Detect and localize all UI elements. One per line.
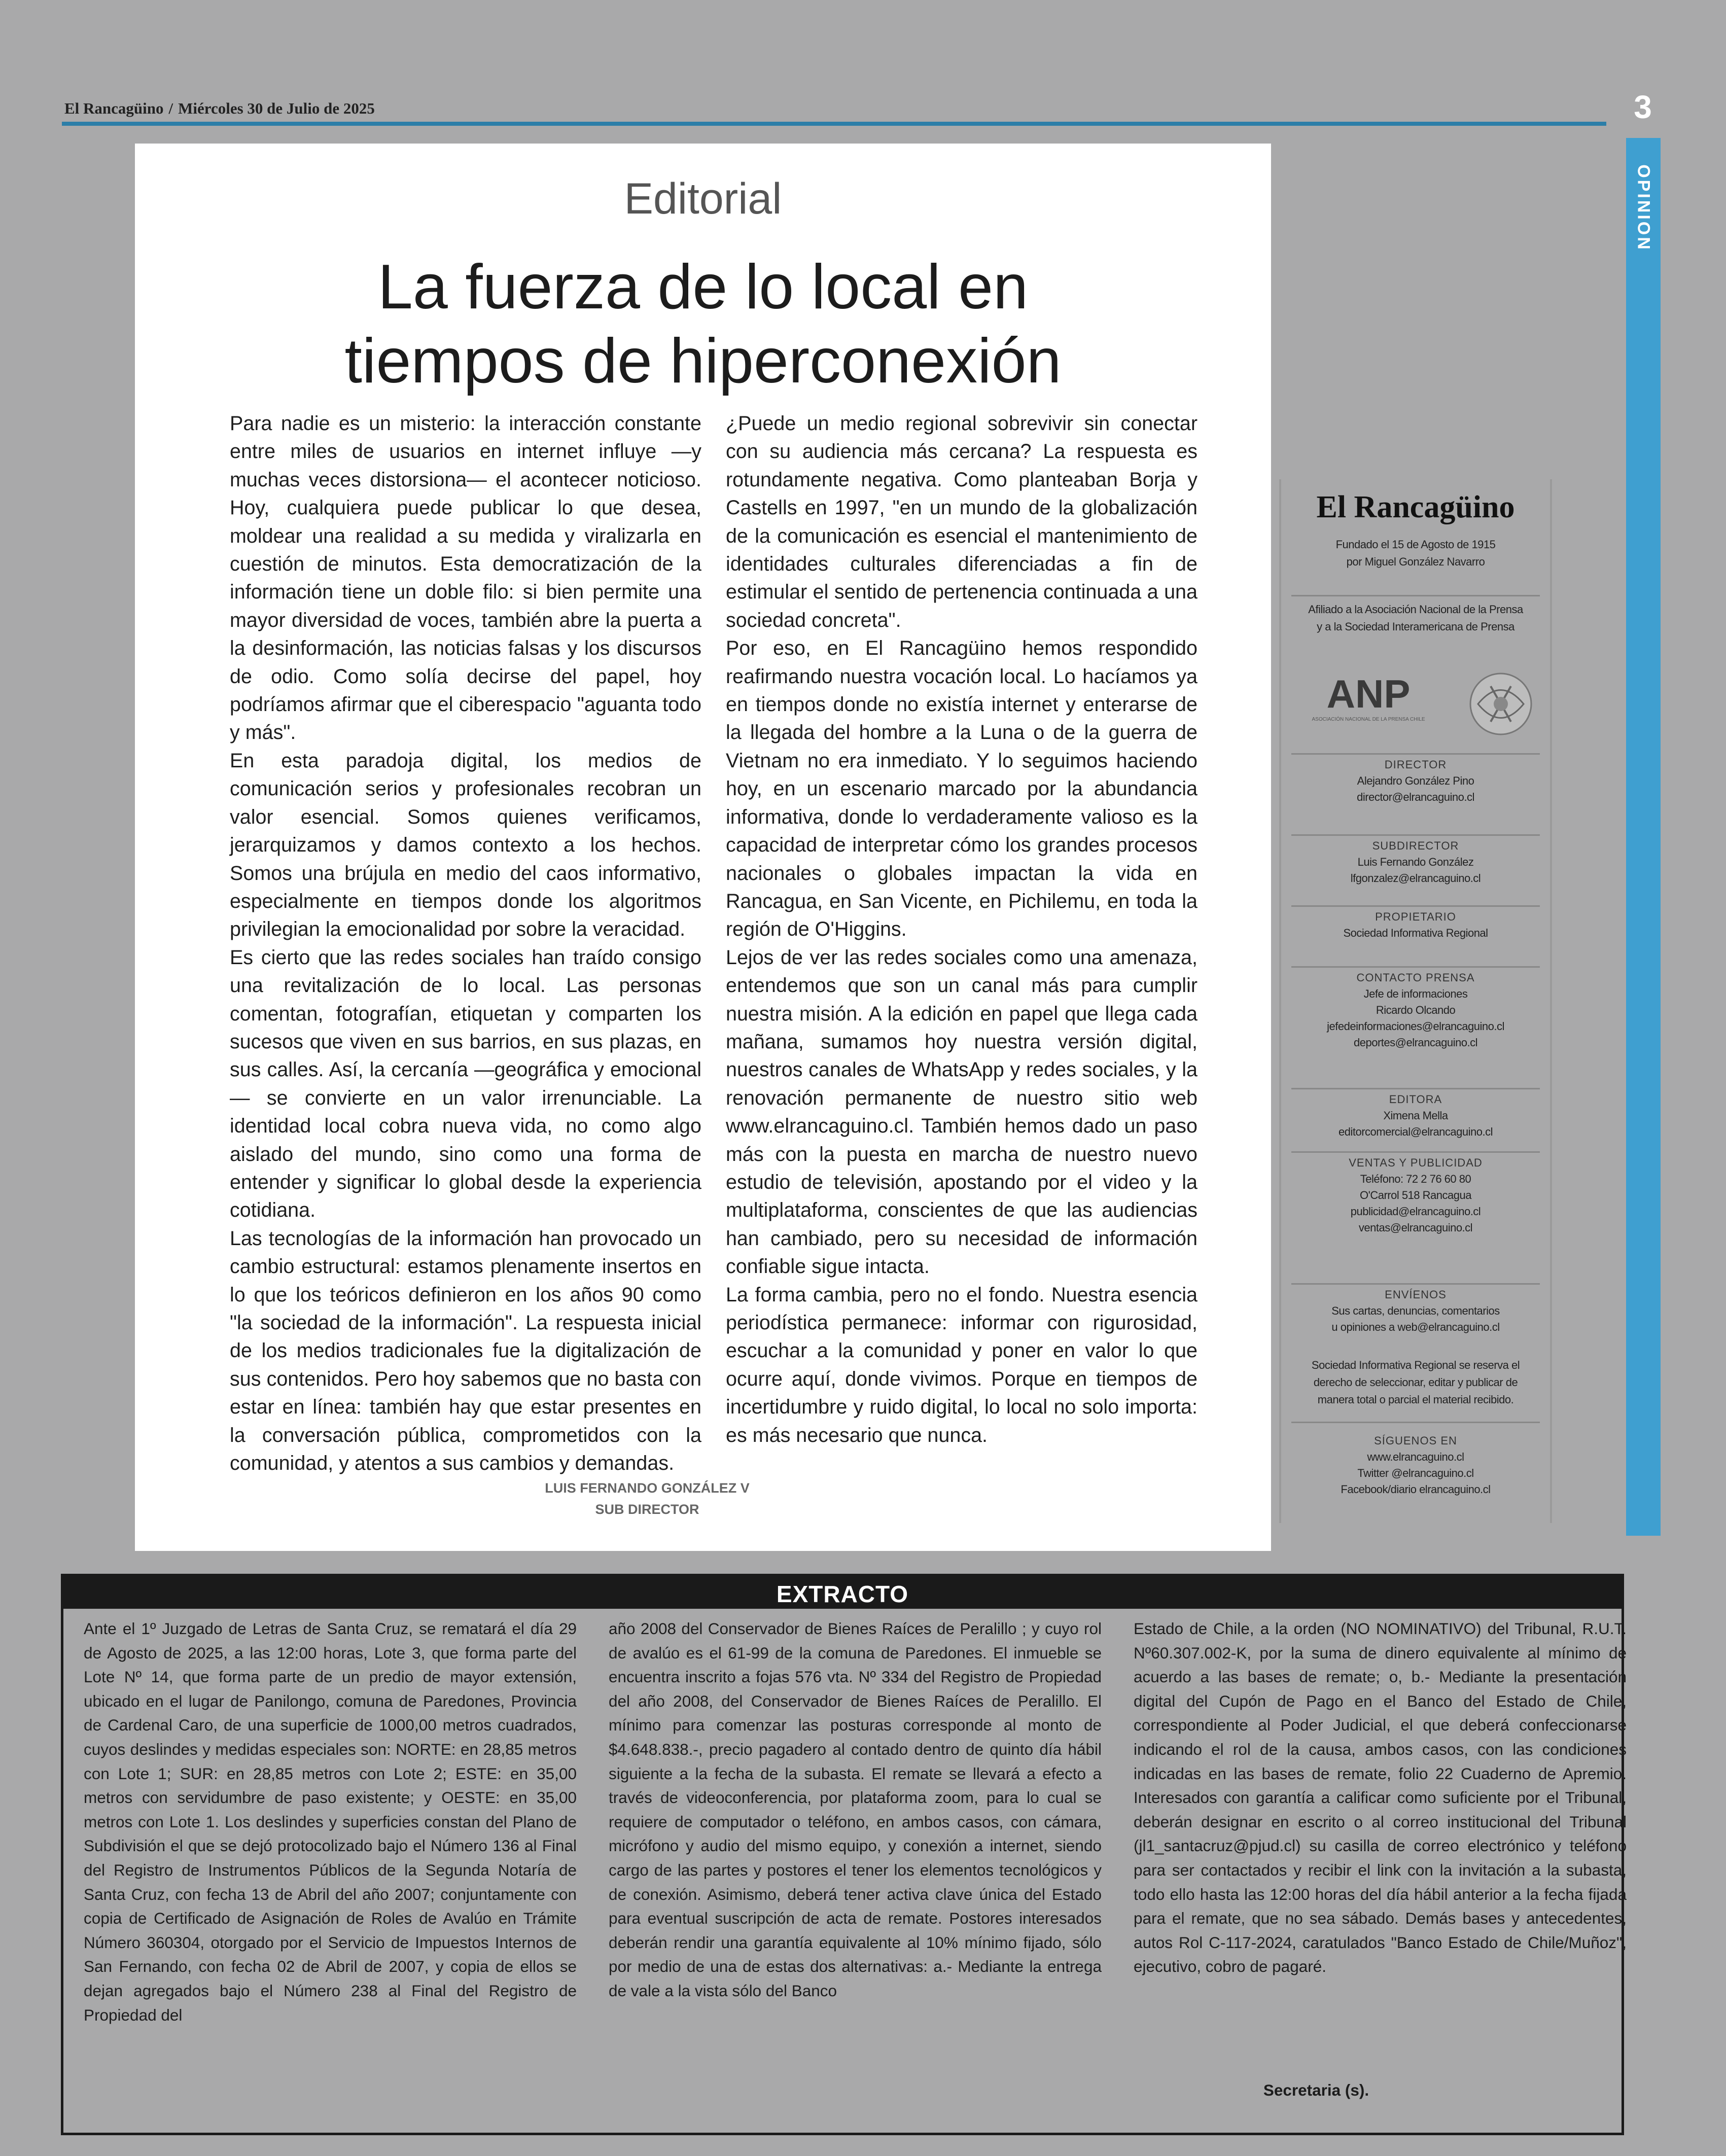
block-line: u opiniones a web@elrancaguino.cl bbox=[1331, 1321, 1500, 1333]
paragraph: Por eso, en El Rancagüino hemos respondido reafirmando nuestra vocación local. Lo hacíamos ya en tiempos donde no existía internet y enterarse de la llegada del hombre a la Luna o de la guerra de Vietnam no era inmediato. Y lo seguimos haciendo hoy, en un escenario marcado por la abundancia informativa, donde lo verdaderamente valioso es la capacidad de interpretar cómo los grandes procesos nacionales o globales impactan la vida en Rancagua, en San Vicente, en Pichilemu, en toda la región de O'Higgins. bbox=[726, 637, 1197, 941]
divider bbox=[1291, 1422, 1540, 1423]
block-title: SUBDIRECTOR bbox=[1291, 834, 1540, 854]
block-line: Sus cartas, denuncias, comentarios bbox=[1331, 1304, 1500, 1317]
editorial-byline bbox=[490, 1477, 804, 1520]
paragraph: Para nadie es un misterio: la interacción constante entre miles de usuarios en internet influye —y muchas veces distorsiona— el acontecer noticioso. Hoy, cualquiera puede publicar lo que desea, moldear una realidad a su medida y viralizarla en cuestión de minutos. Esta democratización de la información tiene un doble filo: si bien permite una mayor diversidad de voces, también abre la puerta a la desinformación, las noticias falsas y los discursos de odio. Como solía decirse del papel, hoy podríamos afirmar que el ciberespacio "aguanta todo y más". bbox=[230, 412, 701, 744]
block-line: Ximena Mella bbox=[1383, 1109, 1448, 1122]
website-link: www.elrancaguino.cl bbox=[1367, 1451, 1464, 1463]
masthead-owner bbox=[1291, 905, 1540, 941]
facebook-handle: Facebook/diario elrancaguino.cl bbox=[1341, 1483, 1491, 1496]
block-title: DIRECTOR bbox=[1291, 753, 1540, 773]
notice-title: EXTRACTO bbox=[776, 1581, 909, 1607]
legal-notice bbox=[61, 1574, 1627, 2135]
header-rule bbox=[62, 122, 1606, 126]
paragraph: Las tecnologías de la información han provocado un cambio estructural: estamos plenamente insertos en lo que los teóricos definieron en los años 90 como "la sociedad de la información". La respuesta inicial de los medios tradicionales fue la digitalización de sus contenidos. Pero hoy sabemos que no basta con estar en línea: también hay que estar presentes en la conversación pública, comprometidos con la comunidad, y atentos a sus cambios y demandas. bbox=[230, 1227, 701, 1475]
founded-line: Fundado el 15 de Agosto de 1915 bbox=[1335, 538, 1496, 551]
anp-logo bbox=[1312, 666, 1425, 742]
block-line: Jefe de informaciones bbox=[1363, 987, 1468, 1000]
masthead-reserve-note: Sociedad Informativa Regional se reserva el derecho de seleccionar, editar y publicar de manera total o parcial el material recibido. bbox=[1311, 1359, 1520, 1406]
masthead-affiliation bbox=[1281, 601, 1550, 635]
masthead-editor bbox=[1291, 1088, 1540, 1140]
divider bbox=[1291, 595, 1540, 596]
paragraph: ¿Puede un medio regional sobrevivir sin conectar con su audiencia más cercana? La respuesta es rotundamente negativa. Como planteaban Borja y Castells en 1997, "en un mundo de la globalización de la comunicación es esencial el mantenimiento de identidades culturales diferenciadas a fin de estimular el sentido de pertenencia continuada a una sociedad concreta". bbox=[726, 412, 1197, 631]
editorial-kicker: Editorial bbox=[624, 174, 782, 223]
masthead-contact bbox=[1291, 966, 1540, 1051]
editorial-column-2 bbox=[726, 410, 1197, 1450]
masthead-follow bbox=[1291, 1431, 1540, 1498]
masthead-sales bbox=[1291, 1151, 1540, 1236]
affiliation-line: Afiliado a la Asociación Nacional de la Prensa bbox=[1308, 603, 1523, 616]
block-line: Ricardo Olcando bbox=[1376, 1004, 1456, 1016]
block-title: SÍGUENOS EN bbox=[1374, 1434, 1457, 1447]
sales-email: publicidad@elrancaguino.cl bbox=[1350, 1205, 1481, 1218]
masthead bbox=[1279, 479, 1552, 1523]
notice-signature: Secretaria (s). bbox=[1263, 2081, 1369, 2099]
issue-date: Miércoles 30 de Julio de 2025 bbox=[178, 99, 375, 117]
contact-email: jefedeinformaciones@elrancaguino.cl bbox=[1327, 1020, 1504, 1033]
block-line: Alejandro González Pino bbox=[1357, 774, 1474, 787]
twitter-handle: Twitter @elrancaguino.cl bbox=[1357, 1467, 1474, 1479]
section-label bbox=[1626, 152, 1661, 264]
block-title: CONTACTO PRENSA bbox=[1291, 966, 1540, 986]
sports-email: deportes@elrancaguino.cl bbox=[1354, 1036, 1477, 1049]
author-role: SUB DIRECTOR bbox=[595, 1502, 699, 1517]
anp-logo-letters: ANP bbox=[1326, 671, 1411, 716]
editorial-column-1 bbox=[230, 410, 701, 1477]
block-title: VENTAS Y PUBLICIDAD bbox=[1291, 1151, 1540, 1171]
subdirector-email: lfgonzalez@elrancaguino.cl bbox=[1350, 872, 1481, 885]
notice-column-1 bbox=[84, 1617, 577, 2027]
paragraph: En esta paradoja digital, los medios de comunicación serios y profesionales recobran un valor esencial. Somos quienes verificamos, jerarquizamos y damos contexto a los hechos. Somos una brújula en medio del caos informativo, especialmente en tiempos donde los algoritmos privilegian la emocionalidad por sobre la veracidad. bbox=[230, 749, 701, 941]
paragraph: Es cierto que las redes sociales han traído consigo una revitalización de lo local. Las personas comentan, fotografían, etiquetan y comparten los sucesos que viven en sus barrios, en sus plazas, en sus calles. Así, la cercanía —geográfica y emocional— se convierte en un valor irrenunciable. La identidad local cobra nueva vida, no como algo aislado del mundo, sino como una forma de entender y significar lo global desde la experiencia cotidiana. bbox=[230, 946, 701, 1222]
sip-logo bbox=[1463, 666, 1539, 742]
masthead-director bbox=[1291, 753, 1540, 805]
editorial-article bbox=[135, 144, 1271, 1551]
folio-separator: / bbox=[168, 99, 173, 117]
page-number: 3 bbox=[1634, 89, 1652, 125]
paragraph: Ante el 1º Juzgado de Letras de Santa Cruz, se rematará el día 29 de Agosto de 2025, a las 12:00 horas, Lote 3, que forma parte del Lote Nº 14, que forma parte de un predio de mayor extensión, ubicado en el lugar de Panilongo, comuna de Paredones, Provincia de Cardenal Caro, de una superficie de 1000,00 metros cuadrados, cuyos deslindes y medidas especiales son: NORTE: en 28,85 metros con Lote 1; SUR: en 28,85 metros con Lote 2; ESTE: en 35,00 metros con servidumbre de paso existente; y OESTE: en 35,00 metros con Lote 1. Los deslindes y superficies constan del Plano de Subdivisión el que se dejó protocolizado bajo el Número 136 al Final del Registro de Instrumentos Públicos de la Segunda Notaría de Santa Cruz, con fecha 13 de Abril del año 2007; conjuntamente con copia de Certificado de Asignación de Roles de Avalúo en Trámite Número 360304, otorgado por el Servicio de Impuestos Internos de San Fernando, con fecha 02 de Abril de 2007, y copia de ellos se dejan agregados bajo el Número 238 al Final del Registro de Propiedad del bbox=[84, 1619, 577, 2024]
block-title: ENVÍENOS bbox=[1291, 1283, 1540, 1303]
paragraph: Estado de Chile, a la orden (NO NOMINATIVO) del Tribunal, R.U.T. Nº60.307.002-K, por la suma de dinero equivalente al mínimo de acuerdo a las bases de remate; o, b.- Mediante la presentación digital del Cupón de Pago en el Banco del Estado de Chile, correspondiente al Poder Judicial, el que deberá confeccionarse indicando el rol de la causa, ambos casos, con las condiciones indicadas en las bases de remate, folio 22 Cuaderno de Apremio. Interesados con garantía a calificar como suficiente por el Tribunal, deberán designar en escrito o al correo institucional del Tribunal (jl1_santacruz@pjud.cl) su casilla de correo electrónico y teléfono para ser contactados y recibir el link con la invitación a la subasta, todo ello hasta las 12:00 horas del día hábil anterior a la fecha fijada para el remate, que no sea sábado. Demás bases y antecedentes, autos Rol C-117-2024, caratulados "Banco Estado de Chile/Muñoz", ejecutivo, cobro de pagaré. bbox=[1134, 1619, 1627, 1976]
block-line: Sociedad Informativa Regional bbox=[1343, 927, 1488, 939]
notice-column-3 bbox=[1134, 1617, 1627, 1979]
paper-name: El Rancagüino bbox=[64, 99, 164, 117]
block-line: Teléfono: 72 2 76 60 80 bbox=[1360, 1173, 1471, 1185]
block-title: EDITORA bbox=[1291, 1088, 1540, 1108]
section-tab bbox=[1626, 138, 1661, 1536]
director-email: director@elrancaguino.cl bbox=[1357, 791, 1474, 803]
masthead-send bbox=[1291, 1283, 1540, 1335]
affiliation-line: y a la Sociedad Interamericana de Prensa bbox=[1317, 620, 1514, 633]
paragraph: La forma cambia, pero no el fondo. Nuestra esencia periodística permanece: informar con rigurosidad, escuchar a la comunidad y poner en valor lo que ocurre aquí, donde vivimos. Porque en tiempos de incertidumbre y ruido digital, lo local no solo importa: es más necesario que nunca. bbox=[726, 1283, 1197, 1446]
masthead-subdirector bbox=[1291, 834, 1540, 887]
page-folio bbox=[64, 99, 375, 118]
author-name: LUIS FERNANDO GONZÁLEZ V bbox=[545, 1480, 750, 1496]
paragraph: año 2008 del Conservador de Bienes Raíces de Peralillo ; y cuyo rol de avalúo es el 61-99 de la comuna de Paredones. El inmueble se encuentra inscrito a fojas 576 vta. Nº 334 del Registro de Propiedad del año 2008, del Conservador de Bienes Raíces de Peralillo. El mínimo para comenzar las posturas corresponde al monto de $4.648.838.-, precio pagadero al contado dentro de quinto día hábil siguiente a la fecha de la subasta. El remate se llevará a efecto a través de videoconferencia, por plataforma zoom, para lo cual se requiere de computador o teléfono, en ambos casos, con cámara, micrófono y audio del mismo equipo, y conexión a internet, siendo cargo de las partes y postores el tener los elementos tecnológicos y de conexión. Asimismo, deberá tener activa clave única del Estado para eventual suscripción de acta de remate. Postores interesados deberán rendir una garantía equivalente al 10% mínimo fijado, sólo por medio de una de estas dos alternativas: a.- Mediante la entrega de vale a la vista sólo del Banco bbox=[609, 1619, 1102, 2000]
notice-column-2 bbox=[609, 1617, 1102, 2003]
masthead-founded bbox=[1281, 536, 1550, 571]
editorial-headline: La fuerza de lo local en tiempos de hiperconexión bbox=[344, 252, 1062, 396]
masthead-name: El Rancagüino bbox=[1316, 490, 1515, 524]
paragraph: Lejos de ver las redes sociales como una amenaza, entendemos que son un canal más para cumplir nuestra misión. A la edición en papel que llega cada mañana, sumamos hoy nuestra versión digital, nuestros canales de WhatsApp y redes sociales, y la renovación permanente de nuestro sitio web www.elrancaguino.cl. También hemos dado un paso más con la puesta en marcha de nuestro nuevo estudio de televisión, apostando por el video y la multiplataforma, conscientes de que las audiencias han cambiado, pero su necesidad de información confiable sigue intacta. bbox=[726, 946, 1197, 1278]
anp-logo-caption: ASOCIACIÓN NACIONAL DE LA PRENSA CHILE bbox=[1312, 717, 1425, 722]
block-line: Luis Fernando González bbox=[1357, 856, 1474, 868]
block-title: PROPIETARIO bbox=[1291, 905, 1540, 925]
editor-email: editorcomercial@elrancaguino.cl bbox=[1338, 1125, 1493, 1138]
founded-line: por Miguel González Navarro bbox=[1346, 555, 1485, 568]
block-line: O'Carrol 518 Rancagua bbox=[1360, 1189, 1471, 1201]
section-label-text: OPINION bbox=[1634, 164, 1653, 252]
sales-email: ventas@elrancaguino.cl bbox=[1358, 1221, 1473, 1234]
